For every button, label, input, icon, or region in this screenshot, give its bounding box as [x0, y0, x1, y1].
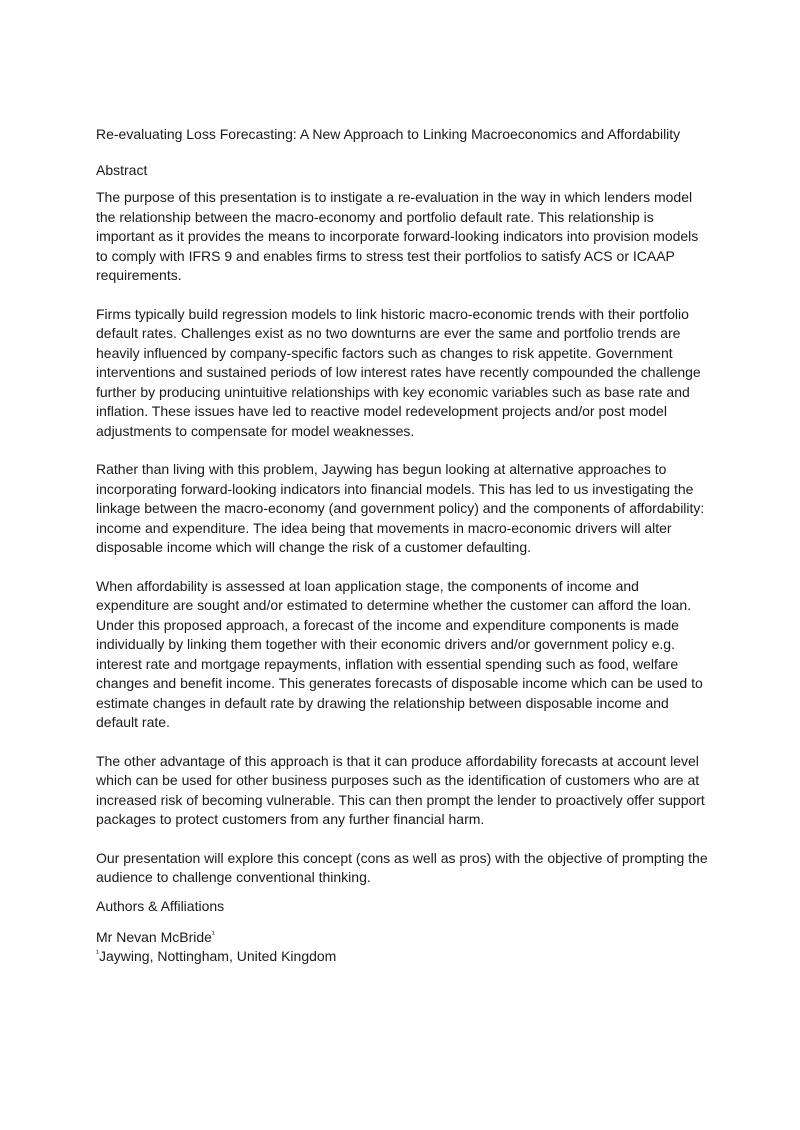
author-affiliation-marker: ¹ — [211, 928, 215, 939]
affiliation-text: Jaywing, Nottingham, United Kingdom — [99, 948, 337, 964]
abstract-paragraph-2: Firms typically build regression models to link historic macro-economic trends with their portfolio default rates. Challenges exist as no two downturns are ever the same and portfolio trends are heavily influenced by company-specific factors such as changes to risk appetite. Government interventions and sustained periods of low interest rates have recently compounded the challenge further by producing unintuitive relationships with key economic variables such as base rate and inflation. These issues have led to reactive model redevelopment projects and/or post model adjustments to compensate for model weaknesses. — [96, 305, 701, 439]
document-title: Re-evaluating Loss Forecasting: A New Approach to Linking Macroeconomics and Affordability — [96, 126, 681, 142]
document-page — [96, 124, 708, 967]
affiliation-marker: ¹ — [96, 948, 99, 958]
abstract-paragraph-1: The purpose of this presentation is to instigate a re-evaluation in the way in which lenders model the relationship between the macro-economy and portfolio default rate. This relationship is important as it provides the means to incorporate forward-looking indicators into provision models to comply with IFRS 9 and enables firms to stress test their portfolios to satisfy ACS or ICAAP requirements. — [96, 189, 699, 283]
abstract-paragraph-6: Our presentation will explore this concept (cons as well as pros) with the objective of prompting the audience to challenge conventional thinking. — [96, 849, 708, 885]
abstract-paragraph-5: The other advantage of this approach is that it can produce affordability forecasts at account level which can be used for other business purposes such as the identification of customers who are at increased risk of becoming vulnerable. This can then prompt the lender to proactively offer support packages to protect customers from any further financial harm. — [96, 752, 705, 827]
authors-heading: Authors & Affiliations — [96, 897, 225, 914]
abstract-heading: Abstract — [96, 162, 148, 178]
author-name: Mr Nevan McBride — [96, 928, 212, 945]
abstract-paragraph-4: When affordability is assessed at loan application stage, the components of income and expenditure are sought and/or estimated to determine whether the customer can afford the loan. Under this proposed approach, a forecast of the income and expenditure components is made individually by linking them together with their economic drivers and/or government policy e.g. interest rate and mortgage repayments, inflation with essential spending such as food, welfare changes and benefit income. This generates forecasts of disposable income which can be used to estimate changes in default rate by drawing the relationship between disposable income and default rate. — [96, 577, 703, 730]
affiliation-entry — [96, 947, 708, 967]
abstract-paragraph-3: Rather than living with this problem, Jaywing has begun looking at alternative approaches to incorporating forward-looking indicators into financial models. This has led to us investigating the linkage between the macro-economy (and government policy) and the components of affordability: income and expenditure. The idea being that movements in macro-economic drivers will alter disposable income which will change the risk of a customer defaulting. — [96, 461, 705, 555]
author-entry — [96, 928, 708, 948]
